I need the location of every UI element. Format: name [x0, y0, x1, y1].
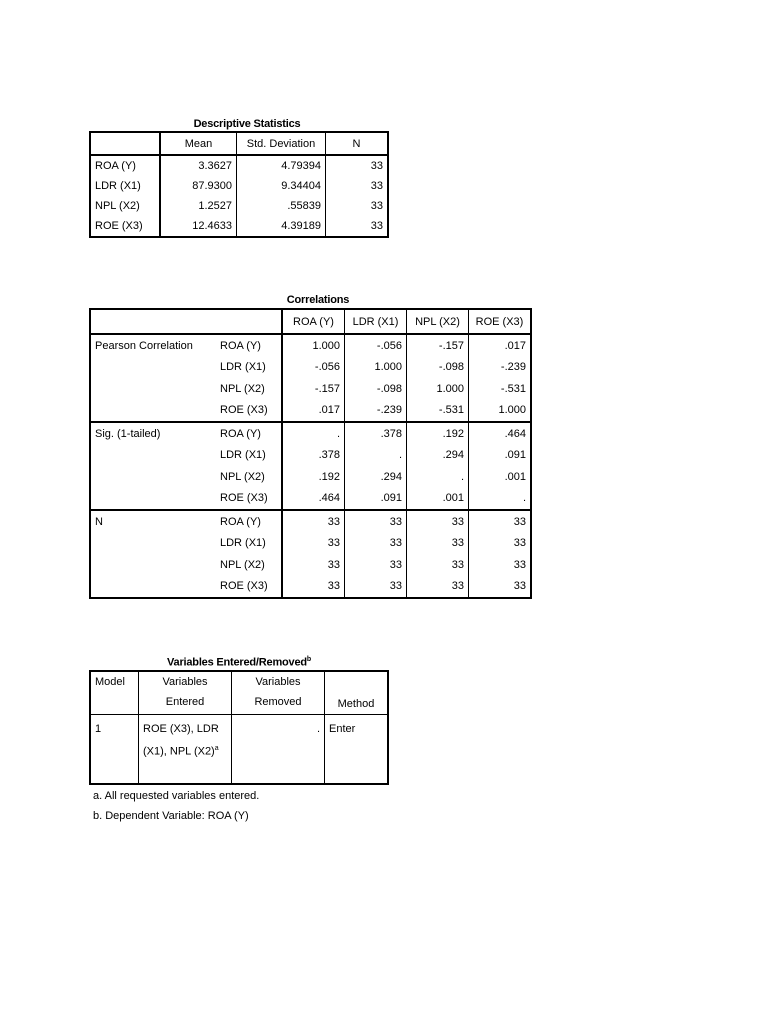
group-label-empty [90, 488, 216, 511]
cell-mean: 3.3627 [160, 155, 237, 176]
entered-line2: (X1), NPL (X2) [143, 745, 215, 758]
group-label: N [95, 515, 103, 528]
group-label-empty [90, 533, 216, 555]
cell-variables-entered [139, 715, 232, 785]
row-var: LDR (X1) [216, 445, 282, 467]
cell-mean: 12.4633 [160, 216, 237, 237]
table-cell: . [282, 422, 345, 445]
cell-n: 33 [370, 160, 383, 172]
table-cell: .378 [282, 445, 345, 467]
table-row [90, 176, 388, 196]
table-cell: -.239 [500, 361, 526, 374]
row-var: ROE (X3) [216, 400, 282, 423]
variables-title-text: Variables Entered/Removed [167, 656, 307, 669]
table-cell: .091 [504, 449, 526, 462]
table-cell: .464 [504, 427, 526, 440]
header-method: Method [325, 671, 389, 715]
row-var: NPL (X2) [216, 466, 282, 488]
table-row [90, 378, 531, 400]
table-cell: 33 [513, 537, 526, 550]
table-cell: 33 [407, 576, 469, 599]
cell-method: Enter [329, 723, 356, 735]
table-cell: -.056 [345, 334, 407, 357]
table-cell: -.098 [345, 378, 407, 400]
table-row [90, 533, 531, 555]
header-removed-line2: Removed [254, 696, 302, 708]
variables-entered-removed-title [139, 656, 339, 669]
cell-mean: 87.9300 [160, 176, 237, 196]
correlations-table [89, 308, 532, 599]
header-mean: Mean [160, 132, 237, 155]
table-cell: 1.000 [345, 357, 407, 379]
table-cell: 33 [407, 533, 469, 555]
header-variables-removed [232, 671, 325, 715]
table-cell: 33 [282, 510, 345, 533]
table-cell: -.239 [345, 400, 407, 423]
cell-variables-removed: . [232, 715, 325, 785]
footnote-a: a. All requested variables entered. [93, 790, 260, 802]
table-cell: 1.000 [469, 400, 532, 423]
table-cell: . [469, 488, 532, 511]
cell-sd: 4.79394 [237, 155, 326, 176]
table-cell: .192 [282, 466, 345, 488]
table-cell: -.531 [500, 382, 526, 395]
table-header-row [90, 309, 531, 334]
header-variables-entered [139, 671, 232, 715]
row-label: ROA (Y) [90, 155, 160, 176]
header-ldr: LDR (X1) [345, 309, 407, 334]
row-var: LDR (X1) [216, 533, 282, 555]
header-npl: NPL (X2) [407, 309, 469, 334]
header-n: N [326, 132, 389, 155]
table-row [90, 510, 531, 533]
table-row [90, 422, 531, 445]
header-roe: ROE (X3) [469, 309, 532, 334]
table-cell: 33 [345, 554, 407, 576]
row-var: ROE (X3) [216, 488, 282, 511]
entered-line1: ROE (X3), LDR [143, 723, 219, 735]
row-var: ROE (X3) [216, 576, 282, 599]
table-cell: 33 [513, 580, 526, 593]
table-cell: 33 [282, 576, 345, 599]
header-roa: ROA (Y) [282, 309, 345, 334]
table-row [90, 488, 531, 511]
header-stub [90, 132, 160, 155]
table-cell: .294 [407, 445, 469, 467]
table-cell: -.056 [282, 357, 345, 379]
header-removed-line1: Variables [255, 676, 301, 688]
group-label: Sig. (1-tailed) [95, 427, 161, 440]
table-row [90, 357, 531, 379]
row-var: ROA (Y) [216, 422, 282, 445]
table-row [90, 554, 531, 576]
table-row [90, 334, 531, 357]
group-label-empty [90, 554, 216, 576]
row-label: ROE (X3) [90, 216, 160, 237]
table-cell: 1.000 [282, 334, 345, 357]
cell-sd: 9.34404 [237, 176, 326, 196]
table-header-row [90, 132, 388, 155]
table-cell: .192 [407, 422, 469, 445]
table-cell: 33 [345, 510, 407, 533]
table-cell: 33 [407, 554, 469, 576]
table-cell: . [345, 445, 407, 467]
table-row [90, 715, 388, 785]
table-cell: .464 [282, 488, 345, 511]
table-cell: 33 [282, 554, 345, 576]
cell-model: 1 [90, 715, 139, 785]
table-cell: 33 [513, 515, 526, 528]
row-var: NPL (X2) [216, 378, 282, 400]
table-cell: .001 [504, 470, 526, 483]
table-cell: . [407, 466, 469, 488]
table-header-row [90, 671, 388, 715]
row-label: NPL (X2) [90, 196, 160, 216]
table-cell: -.157 [407, 334, 469, 357]
table-cell: 33 [513, 558, 526, 571]
table-row [90, 155, 388, 176]
descriptive-statistics-table [89, 131, 389, 238]
correlations-title: Correlations [286, 294, 350, 306]
table-row [90, 576, 531, 599]
cell-n: 33 [370, 200, 383, 212]
row-label: LDR (X1) [90, 176, 160, 196]
cell-sd: .55839 [237, 196, 326, 216]
table-row [90, 400, 531, 423]
cell-mean: 1.2527 [160, 196, 237, 216]
footnote-marker-b: b [306, 656, 311, 663]
group-label-empty [90, 576, 216, 599]
footnote-marker-a: a [214, 745, 219, 752]
descriptive-statistics-title: Descriptive Statistics [193, 118, 301, 130]
table-cell: 33 [282, 533, 345, 555]
group-label-empty [90, 378, 216, 400]
variables-entered-removed-table [89, 670, 389, 785]
header-entered-line2: Entered [165, 696, 205, 708]
row-var: LDR (X1) [216, 357, 282, 379]
table-row [90, 445, 531, 467]
table-row [90, 216, 388, 237]
table-cell: 33 [345, 533, 407, 555]
row-var: NPL (X2) [216, 554, 282, 576]
table-cell: .001 [407, 488, 469, 511]
table-row [90, 196, 388, 216]
footnote-b: b. Dependent Variable: ROA (Y) [93, 810, 249, 822]
group-label-empty [90, 466, 216, 488]
cell-sd: 4.39189 [237, 216, 326, 237]
header-var-stub [216, 309, 282, 334]
group-label-empty [90, 357, 216, 379]
group-label-empty [90, 400, 216, 423]
header-entered-line1: Variables [162, 676, 208, 688]
row-var: ROA (Y) [216, 334, 282, 357]
header-model: Model [90, 671, 139, 715]
group-label-empty [90, 445, 216, 467]
table-cell: 1.000 [407, 378, 469, 400]
table-cell: -.531 [407, 400, 469, 423]
cell-n: 33 [370, 180, 383, 192]
table-cell: .378 [345, 422, 407, 445]
table-cell: 33 [345, 576, 407, 599]
table-cell: .017 [282, 400, 345, 423]
table-cell: -.157 [282, 378, 345, 400]
cell-n: 33 [370, 220, 383, 232]
table-cell: 33 [407, 510, 469, 533]
header-std-deviation: Std. Deviation [237, 132, 326, 155]
table-cell: -.098 [407, 357, 469, 379]
row-var: ROA (Y) [216, 510, 282, 533]
table-cell: .091 [345, 488, 407, 511]
table-cell: .294 [345, 466, 407, 488]
table-row [90, 466, 531, 488]
table-cell: .017 [504, 339, 526, 352]
header-group-stub [90, 309, 216, 334]
group-label: Pearson Correlation [95, 339, 193, 352]
